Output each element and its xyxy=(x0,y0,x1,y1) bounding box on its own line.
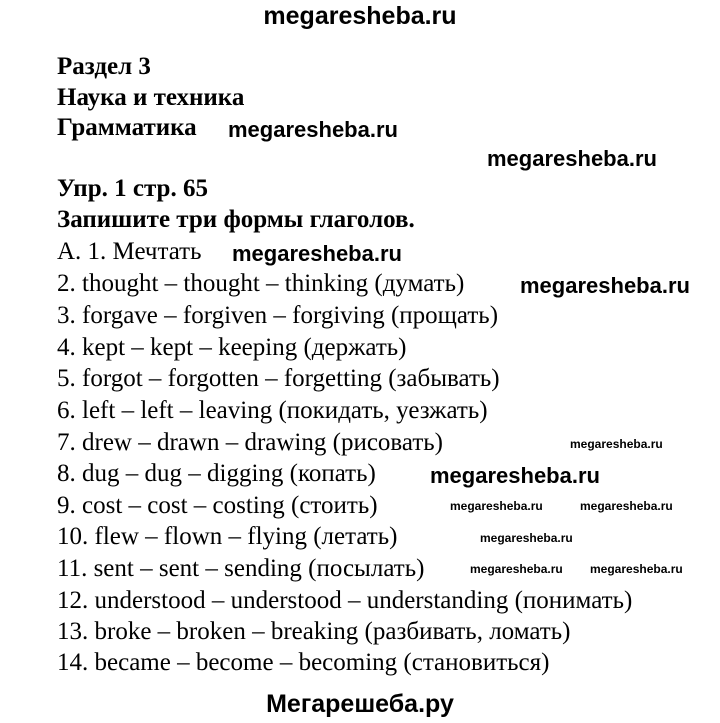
answer-line: 7. drew – drawn – drawing (рисовать) xyxy=(57,429,443,456)
answer-line: 8. dug – dug – digging (копать) xyxy=(57,460,376,487)
answer-line: 2. thought – thought – thinking (думать) xyxy=(57,270,465,297)
footer-watermark: Мегарешеба.ру xyxy=(266,690,454,718)
answer-line: 10. flew – flown – flying (летать) xyxy=(57,523,398,550)
watermark: megaresheba.ru xyxy=(228,117,398,142)
watermark: megaresheba.ru xyxy=(480,531,573,545)
answer-line: 5. forgot – forgotten – forgetting (забывать) xyxy=(57,365,500,392)
exercise-title: Упр. 1 стр. 65 xyxy=(57,175,208,202)
answer-line: 13. broke – broken – breaking (разбивать, ломать) xyxy=(57,618,571,645)
answer-line: A. 1. Мечтать xyxy=(57,238,202,265)
answer-line: 12. understood – understood – understanding (понимать) xyxy=(57,587,633,614)
answer-line: 4. kept – kept – keeping (держать) xyxy=(57,334,407,361)
watermark: megaresheba.ru xyxy=(450,499,543,513)
watermark: megaresheba.ru xyxy=(590,562,683,576)
section-title: Раздел 3 xyxy=(57,53,151,80)
answer-line: 6. left – left – leaving (покидать, уезжать) xyxy=(57,397,488,424)
subtopic-title: Грамматика xyxy=(57,114,197,141)
instruction: Запишите три формы глаголов. xyxy=(57,206,415,233)
watermark: megaresheba.ru xyxy=(232,241,402,266)
answer-line: 9. cost – cost – costing (стоить) xyxy=(57,492,378,519)
watermark: megaresheba.ru xyxy=(520,273,690,298)
answer-line: 11. sent – sent – sending (посылать) xyxy=(57,555,425,582)
watermark: megaresheba.ru xyxy=(487,146,657,171)
answer-line: 3. forgave – forgiven – forgiving (прощать) xyxy=(57,302,499,329)
watermark: megaresheba.ru xyxy=(570,437,663,451)
topic-title: Наука и техника xyxy=(57,84,245,111)
answer-line: 14. became – become – becoming (становиться) xyxy=(57,649,550,676)
watermark: megaresheba.ru xyxy=(580,499,673,513)
header-watermark: megaresheba.ru xyxy=(263,2,457,30)
watermark: megaresheba.ru xyxy=(430,463,600,488)
watermark: megaresheba.ru xyxy=(470,562,563,576)
